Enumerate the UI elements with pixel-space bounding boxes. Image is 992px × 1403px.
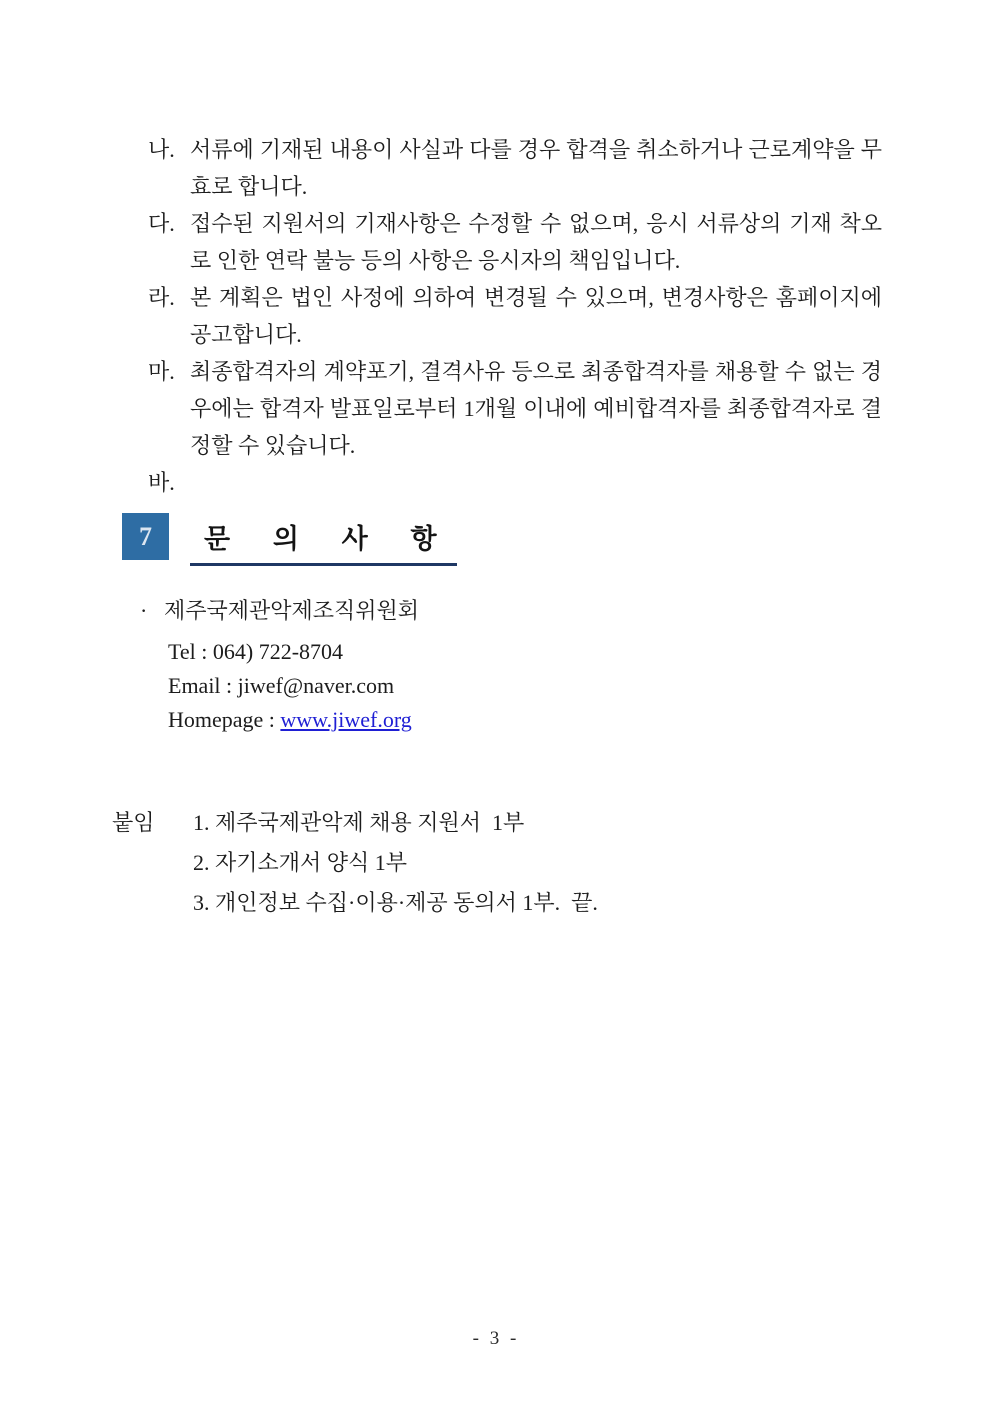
homepage-link[interactable]: www.jiwef.org	[280, 707, 412, 732]
contact-tel: Tel : 064) 722-8704	[168, 639, 344, 664]
list-item-text	[190, 464, 882, 501]
section-title: 문 의 사 항	[190, 513, 457, 566]
attachment-item: 2. 자기소개서 양식 1부	[193, 850, 408, 875]
attachment-item: 1. 제주국제관악제 채용 지원서 1부	[193, 810, 525, 835]
contact-org-name: 제주국제관악제조직위원회	[164, 598, 420, 623]
contact-homepage-label: Homepage :	[168, 707, 281, 732]
list-item-label: 라.	[148, 285, 175, 310]
contact-email: Email : jiwef@naver.com	[168, 673, 395, 698]
list-item-text: 서류에 기재된 내용이 사실과 다를 경우 합격을 취소하거나 근로계약을 무효로 합니다.	[190, 137, 882, 199]
contact-block	[140, 594, 419, 737]
list-item-text: 본 계획은 법인 사정에 의하여 변경될 수 있으며, 변경사항은 홈페이지에 공고합니다.	[190, 285, 882, 347]
list-item-label: 바.	[148, 470, 175, 495]
contact-org-line	[140, 594, 419, 628]
section-header	[122, 513, 457, 566]
list-item-label: 나.	[148, 137, 175, 162]
attachments-block	[112, 803, 598, 923]
list-item-text: 최종합격자의 계약포기, 결격사유 등으로 최종합격자를 채용할 수 없는 경우에는 합격자 발표일로부터 1개월 이내에 예비합격자를 최종합격자로 결정할 수 있습니다.	[190, 359, 882, 458]
list-item	[148, 205, 882, 279]
notes-list	[148, 131, 882, 501]
list-item	[148, 131, 882, 205]
list-item-text: 접수된 지원서의 기재사항은 수정할 수 없으며, 응시 서류상의 기재 착오로 인한 연락 불능 등의 사항은 응시자의 책임입니다.	[190, 211, 882, 273]
attachments-label: 붙임	[112, 810, 155, 835]
attachments-list	[193, 803, 598, 923]
list-item-label: 마.	[148, 359, 175, 384]
list-item-label: 다.	[148, 211, 175, 236]
page-number: - 3 -	[472, 1328, 520, 1349]
section-number-badge: 7	[122, 513, 169, 560]
contact-homepage	[140, 703, 419, 737]
list-item	[148, 464, 882, 501]
attachment-item: 3. 개인정보 수집·이용·제공 동의서 1부. 끝.	[193, 890, 598, 915]
list-item	[148, 353, 882, 464]
bullet-icon: ·	[140, 598, 148, 623]
list-item	[148, 279, 882, 353]
